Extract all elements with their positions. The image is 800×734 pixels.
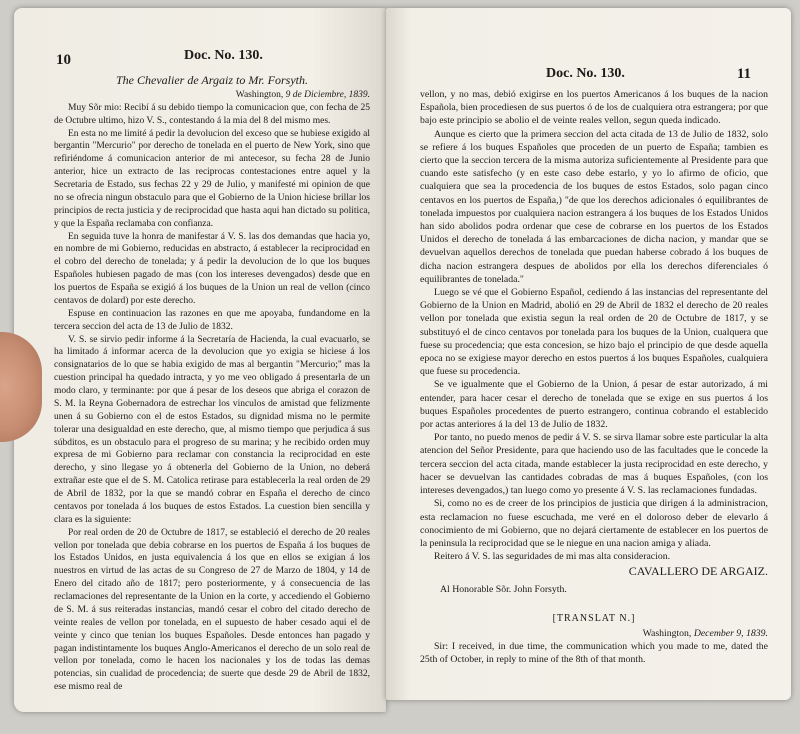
letter-title: The Chevalier de Argaiz to Mr. Forsyth. [116, 73, 308, 87]
right-page-header: Doc. No. 130. [546, 66, 625, 81]
paragraph: Espuse en continuacion las razones en que me apoyaba, fundandome en la tercera seccion del acta de 13 de Julio de 1832. [54, 308, 370, 332]
paragraph: Por real orden de 20 de Octubre de 1817, se estableció el derecho de 20 reales vellon por tonelada que debia cobrarse en los puertos de España á los buques de los Estados Unidos, en justa equivalencia á los que en ellos se exigian á los nuestros en virtud de las actas de su Congreso de 27 de Marzo de 1804, y 14 de Enero del citado año de 1817; pero posteriormente, y á consecuencia de las reclamaciones del representante de la Union en la corte, y accediendo el Gobierno de S. M. á sus reiteradas instancias, mandó cesar el cobro del citado derecho de veinte reales de vellon por tonelada, en el supuesto de haber cesado aqui el de veinte y cinco que tenian los buques Españoles. Desde entonces han pagado y pagan indistintamente los buques Anglo-Americanos el derecho de un solo real de vellon por tonelada, como le hacen los nacionales y los de todas las demas potencias, sin cualidad de procedencia; de suerte que desde 29 de Abril de 1832, ese mismo real de [54, 527, 370, 693]
right-page-number: 11 [736, 66, 751, 82]
paragraph: Reitero á V. S. las seguridades de mi mas alta consideracion. [434, 551, 671, 563]
letter-dateline [54, 89, 370, 102]
paragraph: vellon, y no mas, debió exigirse en los puertos Americanos á los buques de la nacion Española, bien procediesen de sus puertos ó de los de cualquiera otra estrangera; por que bajo este principio se abolio el de veinte reales vellon, segun queda indicado. [420, 89, 768, 127]
paragraph: Luego se vé que el Gobierno Español, cediendo á las instancias del representante del Gobierno de la Union en Madrid, abolió en 29 de Abril de 1832 el derecho de 20 reales vellon por tonelada que existia segun la real orden de 20 de Octubre de 1817, y se substituyó el de cinco centavos por tonelada para los buques de la Union, cualquera que fuese su procedencia; que esta concesion, se hizo bajo el principio de que desde aquella epoca no se exigiese mayor derecho en estos puertos á los buques Españoles, cualquiera que fuese su procedencia. [420, 287, 768, 378]
left-page-header: Doc. No. 130. [184, 48, 263, 63]
paragraph: Por tanto, no puedo menos de pedir á V. S. se sirva llamar sobre este particular la alta atencion del Señor Presidente, para que haciendo uso de las facultades que le concede la tercera seccion del acta citada, mande establecer la justa reciprocidad en este derecho, y hacer se devuelvan las cantidades cobradas de mas á buques Españoles, (con los intereses devengados,) tan luego como yo presente á V. S. las reclamaciones fundadas. [420, 432, 768, 497]
paragraph: V. S. se sirvio pedir informe á la Secretaría de Hacienda, la cual evacuarlo, se ha limitado á informar acerca de la devolucion que yo exigia se hiciese á los consignatarios de lo que se habia exigido de mas al bergantin "Mercurio;" mas la cuestion principal ha quedado intracta, y yo me veo obligado á presentarla de un modo claro, y terminante: por que á pesar de los deseos que abriga el corazon de S. M. la Reyna Gobernadora de estrechar los vinculos de amistad que felizmente unen á su Gobierno con el de estos Estados, su dignidad misma no le permite tolerar una desigualdad en este derecho, que, al mismo tiempo que perjudica á sus súbditos, es un obstaculo para el progreso de su marina; y he recibido orden muy expresa de mi Gobierno para reclamar con constancia la reciprocidad en este derecho, y sino llegase yo á obtenerla del Gobierno de la Union, no deberá extrañar este que el de S. M. Catolica retirase para establecerla la real orden de 29 de Abril de 1832, por la que se mandó cobrar en España el derecho de cinco centavos por tonelada á los buques de estos Estados. La cuestion bien sencilla y clara es la siguiente: [54, 334, 370, 525]
paragraph: Si, como no es de creer de los principios de justicia que dirigen á la administracion, esta reclamacion no fuese escuchada, me veré en el doloroso deber de elevarlo á conocimiento de mi Gobierno, que no dejará ciertamente de establecer en los puertos de la peninsula la reciprocidad que se le niegue en una nacion amiga y aliada. [420, 498, 768, 549]
left-page [14, 8, 386, 712]
paragraph: En esta no me limité á pedir la devolucion del exceso que se hubiese exigido al bergantin "Mercurio" por derecho de tonelada en el puerto de New York, sino que refiriéndome á comunicacion anterior de mi antecesor, su fecha 28 de Junio anterior, hice un extracto de las reciprocas contestaciones entre aquel y la Secretaria de Estado, sus fechas 22 y 29 de Julio, y manifesté mi opinion de que no se ofrecia ningun obstaculo para que el Gobierno de la Union hiciese brillar los principios de recta justicia y de reciprocidad que hasta aqui han dictado su politica, y que la España reclamaba con confianza. [54, 128, 370, 229]
translation-label: [TRANSLAT N.] [552, 612, 636, 624]
left-page-number: 10 [56, 52, 71, 68]
signature: CAVALLERO DE ARGAIZ. [628, 564, 768, 579]
left-page-body [54, 74, 370, 694]
paragraph: Se ve igualmente que el Gobierno de la Union, á pesar de estar autorizado, á mi entender, para hacer cesar el derecho de tonelada que se exige en sus puertos á los buques Españoles procedentes de puerto estrangero, continua cobrando el establecido por actas anteriores á la del 13 de Julio de 1832. [420, 379, 768, 431]
paragraph: Sir: I received, in due time, the communication which you made to me, dated the 25th of October, in reply to mine of the 8th of that month. [420, 641, 768, 666]
dateline-date: December 9, 1839. [693, 627, 768, 639]
right-page-body [420, 88, 768, 667]
dateline-place: Washington, [235, 89, 284, 100]
paragraph: Aunque es cierto que la primera seccion del acta citada de 13 de Julio de 1832, solo se refiere á los buques Españoles que proceden de un puerto de España; tambien es cierto que la seccion tercera de la misma autoriza suficientemente al Presidente para que cuando este satisfecho (y en este caso debe estarlo, y yo lo afirmo de oficio, que cualquiera que sea la procedencia de los buques de estos Estados, solo pagan cinco centavos en los puertos de España,) "de que los derechos adicionales ó equilibrantes de tonelada impuestos por cualquiera nacion estrangera á los buques de los Estados Unidos han sido abolidos podra ordenar que cese de cobrarse en los puertos de los Estados Unidos el derecho de tonelada á las embarcaciones de dicha nacion, y mandar que se devuelvan aquellos derechos de tonelada que puedan haberse cobrado á los buques de dicha nacion estrangera despues de abolidos por ella los derechos diferenciales ó equilibrantes de tonelada." [420, 128, 768, 285]
paragraph: En seguida tuve la honra de manifestar á V. S. las dos demandas que hacia yo, en nombre de mi Gobierno, reducidas en abstracto, á establecer la reciprocidad en el cobro del derecho de tonelada; y á pedir la devolucion de lo que los buques Españoles hubiesen pagado de mas (con los intereses devengados) desde que en los puertos de España se exigió á los buques de la Union un real de vellon (cinco centavos de dolard) por este derecho. [54, 231, 370, 306]
translation-dateline [420, 627, 768, 640]
dateline-place: Washington, [642, 627, 692, 639]
dateline-date: 9 de Diciembre, 1839. [285, 89, 370, 100]
paragraph: Muy Sõr mio: Recibí á su debido tiempo la comunicacion que, con fecha de 25 de Octubre ultimo, hizo V. S., contestando á la mia del 8 del mismo mes. [54, 102, 370, 126]
addressee: Al Honorable Sõr. John Forsyth. [440, 583, 567, 595]
right-page [386, 8, 791, 700]
